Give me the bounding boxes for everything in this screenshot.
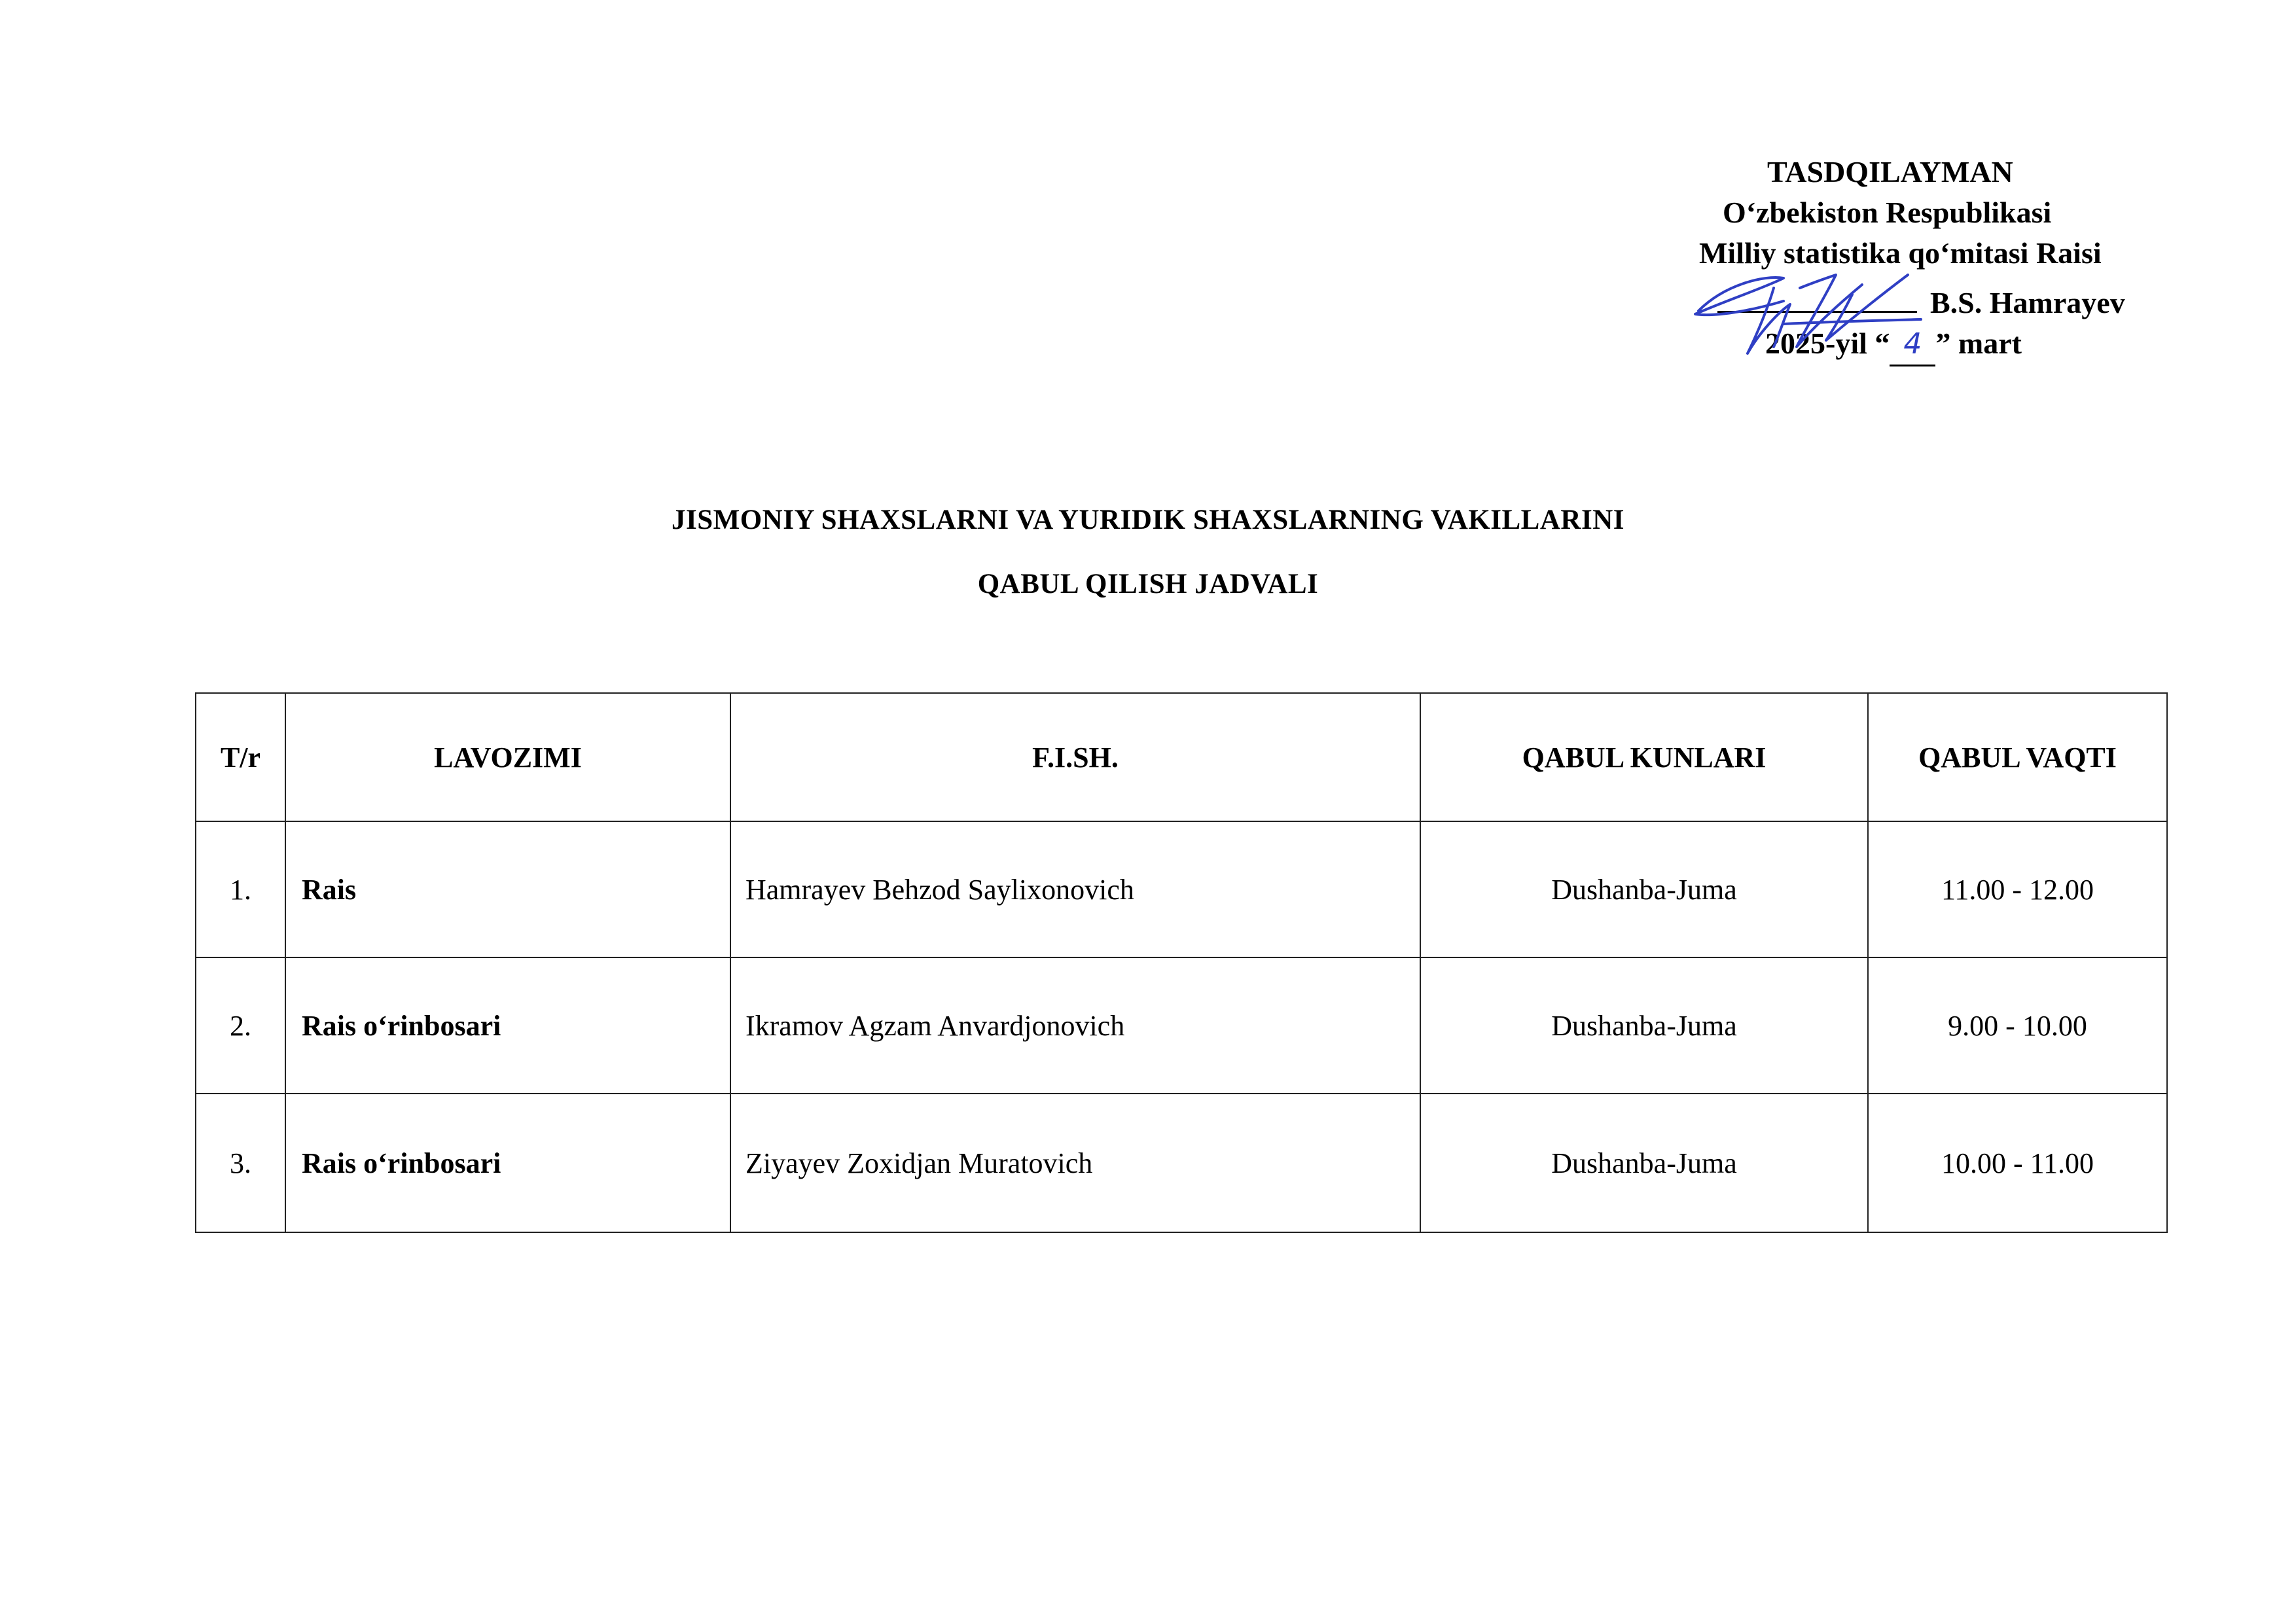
document-title-line2: QABUL QILISH JADVALI [977,569,1319,599]
approval-organization-line1: O‘zbekiston Respublikasi [1723,196,2052,229]
header-number: T/r [196,693,285,821]
row-position: Rais o‘rinbosari [285,957,730,1094]
row-reception-time: 10.00 - 11.00 [1868,1094,2167,1232]
row-number: 2. [196,957,285,1094]
document-title-line1: JISMONIY SHAXSLARNI VA YURIDIK SHAXSLARNING VAKILLARINI [672,505,1624,535]
row-position: Rais [285,821,730,957]
table-row [196,957,2167,1094]
table-row [196,821,2167,957]
header-reception-days: QABUL KUNLARI [1420,693,1868,821]
header-position: LAVOZIMI [285,693,730,821]
row-reception-time: 9.00 - 10.00 [1868,957,2167,1094]
approval-date-day: 4 [1890,324,1935,366]
handwritten-signature [1685,249,1934,366]
row-full-name: Ikramov Agzam Anvardjonovich [730,957,1420,1094]
row-number: 1. [196,821,285,957]
approval-title: TASDQILAYMAN [1767,155,2013,188]
row-reception-days: Dushanba-Juma [1420,957,1868,1094]
row-reception-days: Dushanba-Juma [1420,821,1868,957]
header-full-name: F.I.SH. [730,693,1420,821]
table-row [196,1094,2167,1232]
row-number: 3. [196,1094,285,1232]
approval-date-prefix: 2025-yil “ [1765,327,1890,360]
row-full-name: Hamrayev Behzod Saylixonovich [730,821,1420,957]
reception-schedule-table [195,692,2168,1233]
row-full-name: Ziyayev Zoxidjan Muratovich [730,1094,1420,1232]
approval-signer-name: B.S. Hamrayev [1930,286,2125,319]
row-reception-time: 11.00 - 12.00 [1868,821,2167,957]
header-reception-time: QABUL VAQTI [1868,693,2167,821]
row-reception-days: Dushanba-Juma [1420,1094,1868,1232]
row-position: Rais o‘rinbosari [285,1094,730,1232]
approval-organization-line2: Milliy statistika qo‘mitasi Raisi [1699,236,2102,270]
approval-date-suffix: ” mart [1935,327,2022,360]
table-header-row [196,693,2167,821]
